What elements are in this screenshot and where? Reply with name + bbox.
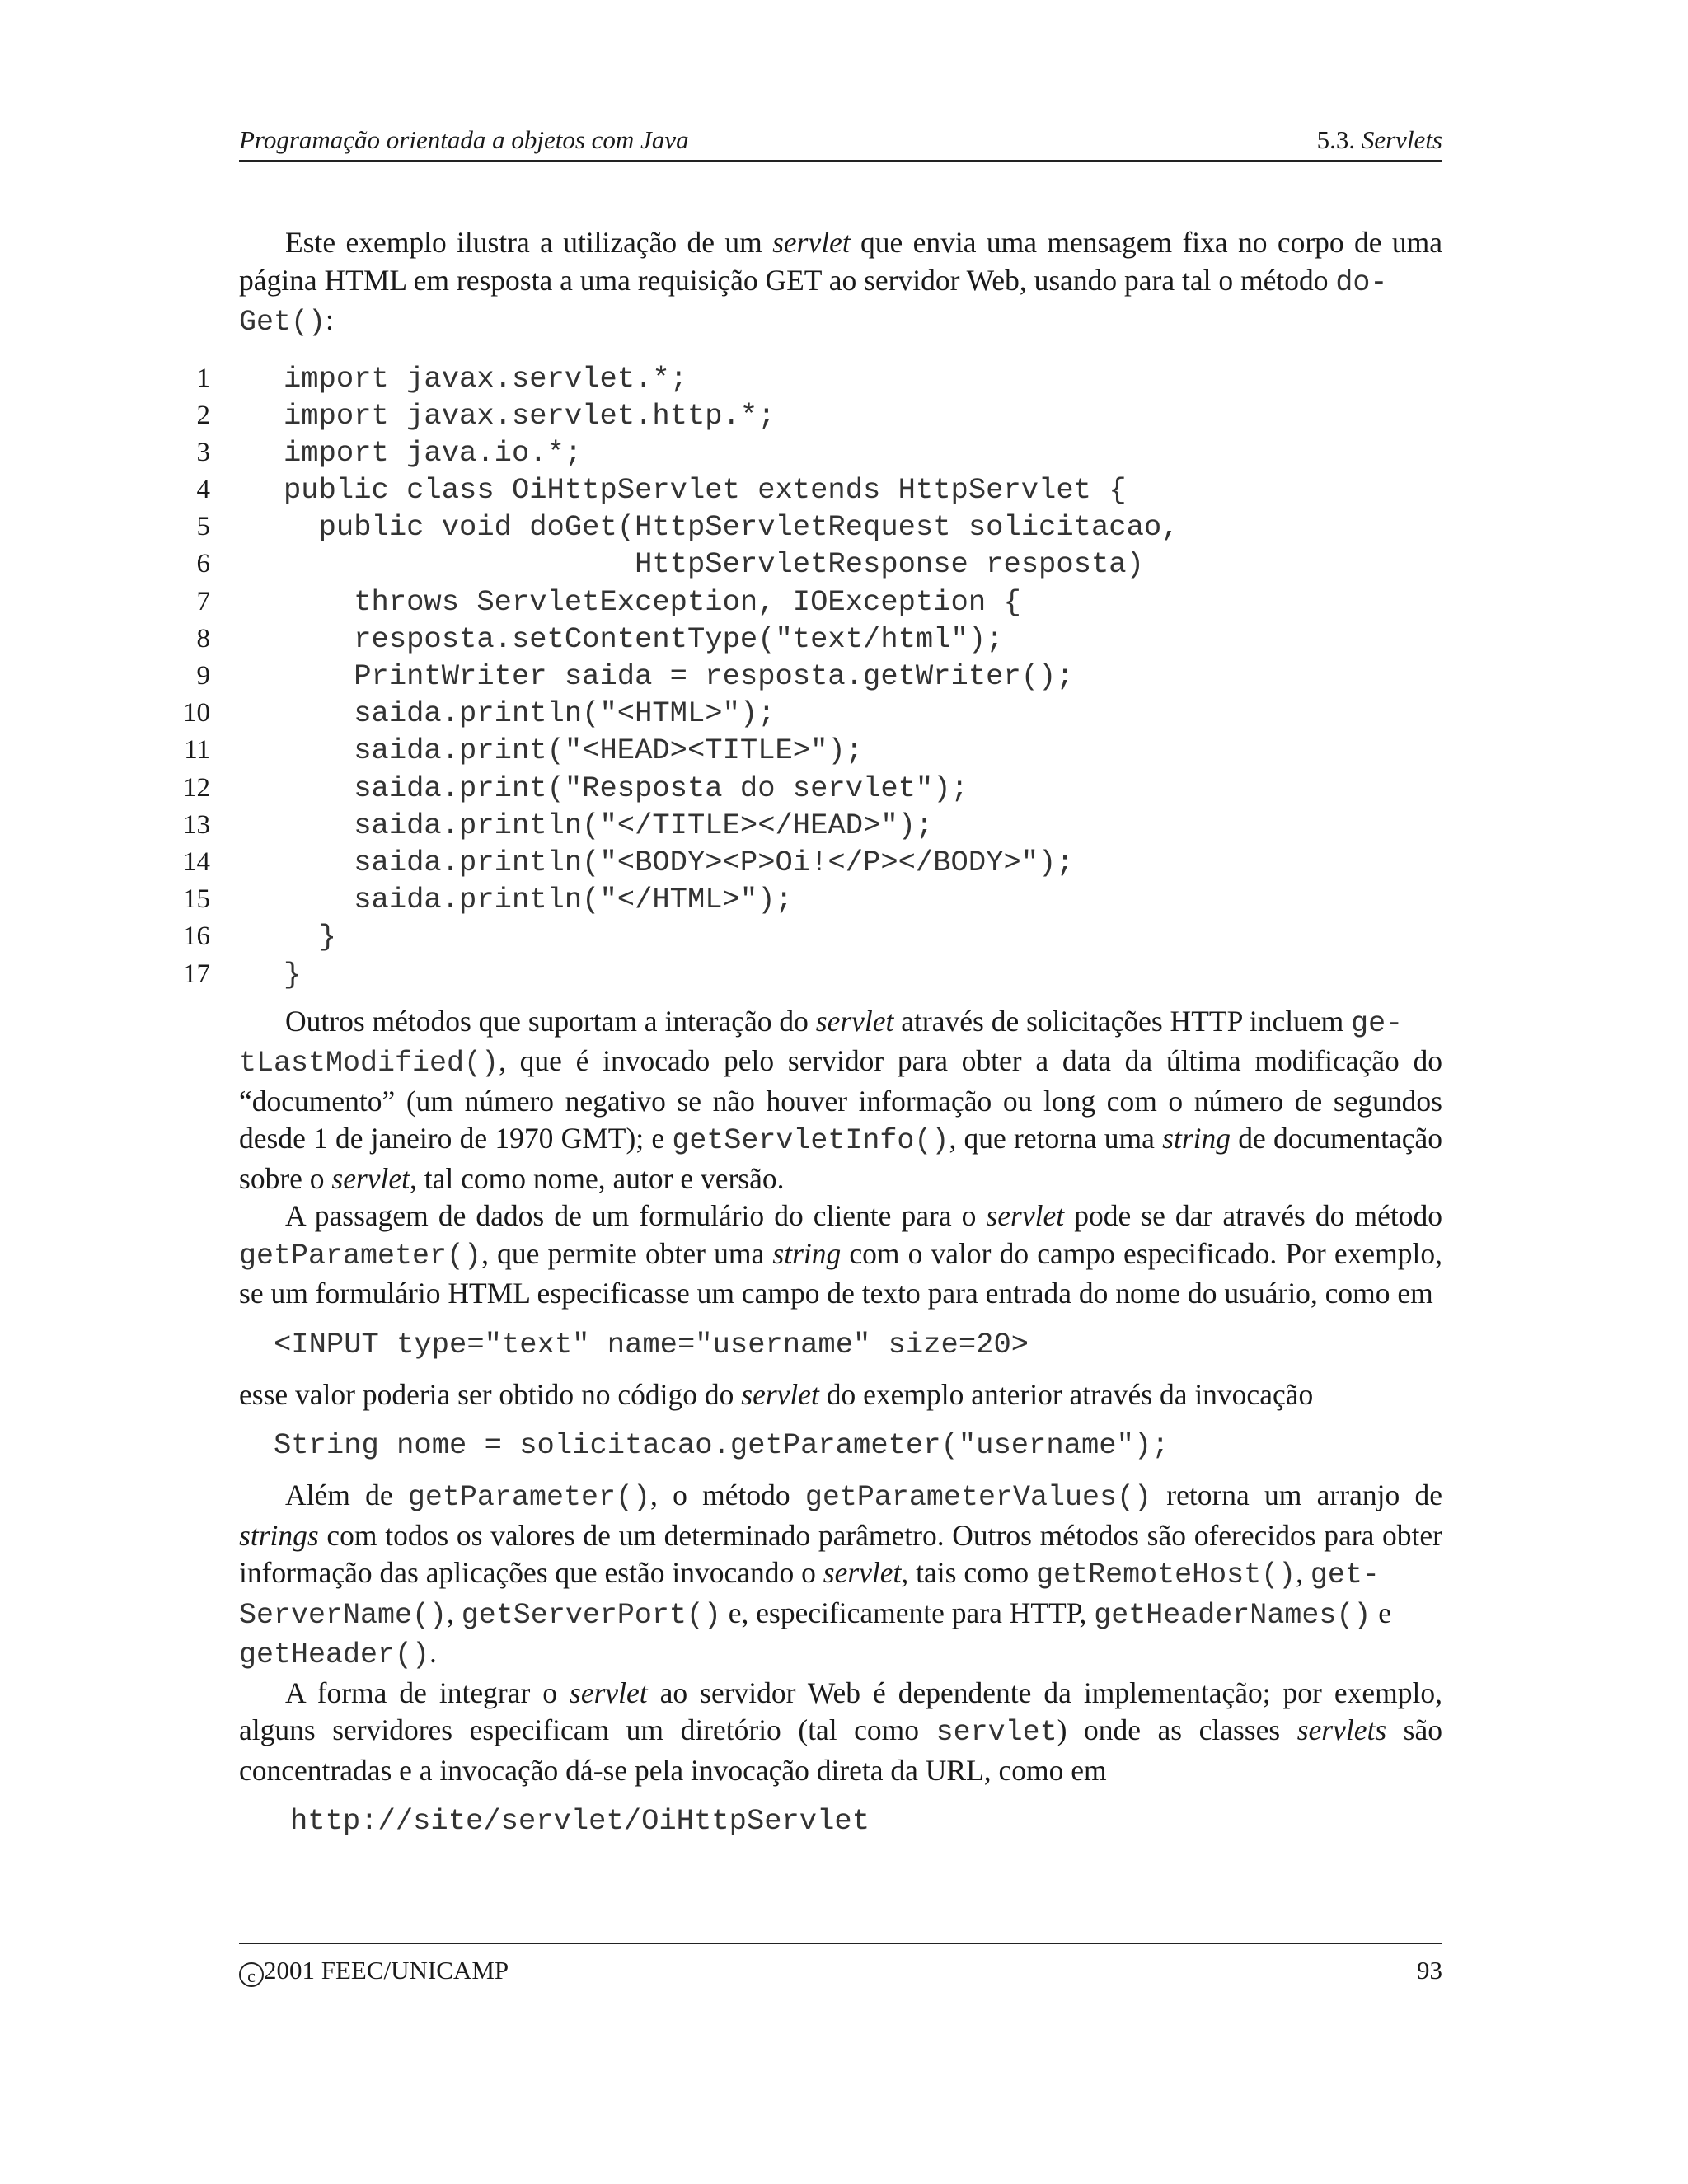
header-section <box>1317 125 1442 155</box>
code-listing <box>183 360 1442 993</box>
code-snippet-input: <INPUT type="text" name="username" size=20> <box>274 1327 1029 1361</box>
header-book-title: Programação orientada a objetos com Java <box>239 125 689 154</box>
line-number: 5 <box>196 512 210 542</box>
code-line <box>196 583 1442 621</box>
code-line <box>183 770 1442 807</box>
code-line <box>183 956 1442 993</box>
line-number: 1 <box>196 363 210 393</box>
code-line <box>196 434 1442 471</box>
line-number: 16 <box>183 921 210 952</box>
line-number: 17 <box>183 958 210 989</box>
code-line <box>196 509 1442 546</box>
code-text: import java.io.*; <box>284 435 583 470</box>
code-text: } <box>284 957 302 991</box>
code-text: import javax.servlet.*; <box>284 361 687 396</box>
code-line <box>184 732 1442 769</box>
code-line <box>183 844 1442 881</box>
line-number: 4 <box>196 475 210 505</box>
page-number: 93 <box>1417 1956 1442 1985</box>
code-line <box>196 471 1442 509</box>
line-number: 6 <box>196 549 210 579</box>
code-text: resposta.setContentType("text/html"); <box>284 621 1004 656</box>
code-line <box>183 695 1442 732</box>
line-number: 3 <box>196 437 210 467</box>
paragraph-value-obtained: esse valor poderia ser obtido no código do servlet do exemplo anterior através da invocação <box>239 1377 1314 1411</box>
line-number: 10 <box>183 698 210 729</box>
code-text: saida.println("<BODY><P>Oi!</P></BODY>"); <box>284 845 1074 879</box>
code-line <box>183 881 1442 918</box>
code-line <box>196 360 1442 397</box>
code-line <box>183 918 1442 955</box>
code-line <box>196 397 1442 434</box>
paragraph-other-methods: Outros métodos que suportam a interação do servlet através de solicitações HTTP incluem ge- tLastModified(), que é invocado pelo servidor para obter a data da última modificação do “documento” (um número negativo se não houver informação ou long com o número de segundos desde 1 de janeiro de 1970 GMT); e getServletInfo(), que retorna uma string de documentação sobre o servlet, tal como nome, autor e versão. <box>239 1004 1443 1195</box>
code-text: saida.print("<HEAD><TITLE>"); <box>284 733 864 768</box>
header-section-number: 5.3. <box>1316 125 1356 154</box>
footer-copyright-text: 2001 FEEC/UNICAMP <box>264 1956 509 1985</box>
code-text: PrintWriter saida = resposta.getWriter(); <box>284 659 1074 693</box>
line-number: 13 <box>183 809 210 840</box>
line-number: 11 <box>184 735 210 766</box>
code-text: saida.println("<HTML>"); <box>284 696 776 731</box>
code-text: saida.print("Resposta do servlet"); <box>284 771 968 805</box>
copyright-icon: c <box>239 1962 264 1987</box>
footer-copyright <box>239 1956 509 1987</box>
code-line <box>196 658 1442 695</box>
code-text: import javax.servlet.http.*; <box>284 398 776 433</box>
paragraph-form-data: A passagem de dados de um formulário do cliente para o servlet pode se dar através do método getParameter(), que permite obter uma string com o valor do campo especificado. Por exemplo, se um formulário HTML especificasse um campo de texto para entrada do nome do usuário, como em <box>239 1199 1443 1310</box>
line-number: 9 <box>196 661 210 691</box>
code-line <box>196 546 1442 583</box>
code-text: public void doGet(HttpServletRequest solicitacao, <box>284 510 1179 545</box>
paragraph-other-parameters: Além de getParameter(), o método getParameterValues() retorna um arranjo de strings com todos os valores de um determinado parâmetro. Outros métodos são oferecidos para obter informação das aplicações que estão invocando o servlet, tais como getRemoteHost(), get- ServerName(), getServerPort() e, especificamente para HTTP, getHeaderNames() e getHeader(). <box>239 1479 1442 1672</box>
code-snippet-getparameter: String nome = solicitacao.getParameter("username"); <box>274 1428 1170 1463</box>
page-body <box>183 224 1443 1840</box>
line-number: 8 <box>196 623 210 654</box>
code-line <box>183 807 1442 844</box>
paragraph-intro: Este exemplo ilustra a utilização de um servlet que envia uma mensagem fixa no corpo de uma página HTML em resposta a uma requisição GET ao servidor Web, usando para tal o método do- Get(): <box>239 226 1442 339</box>
header-section-title: Servlets <box>1361 125 1442 154</box>
code-snippet-url: http://site/servlet/OiHttpServlet <box>290 1804 870 1839</box>
line-number: 2 <box>196 400 210 430</box>
code-text: public class OiHttpServlet extends HttpServlet { <box>284 473 1127 508</box>
line-number: 14 <box>183 846 210 877</box>
line-number: 12 <box>183 772 210 803</box>
line-number: 15 <box>183 884 210 915</box>
code-text: saida.println("</TITLE></HEAD>"); <box>284 808 934 842</box>
code-text: } <box>284 920 336 954</box>
code-text: HttpServletResponse resposta) <box>284 547 1144 582</box>
line-number: 7 <box>196 586 210 616</box>
code-text: throws ServletException, IOException { <box>284 584 1021 619</box>
page-header <box>239 120 1442 162</box>
paragraph-integration: A forma de integrar o servlet ao servidor Web é dependente da implementação; por exemplo, alguns servidores especificam um diretório (tal como servlet) onde as classes servlets são concentradas e a invocação dá-se pela invocação direta da URL, como em <box>239 1675 1442 1787</box>
code-line <box>196 621 1442 658</box>
code-text: saida.println("</HTML>"); <box>284 883 793 917</box>
page-footer <box>239 1943 1442 1985</box>
